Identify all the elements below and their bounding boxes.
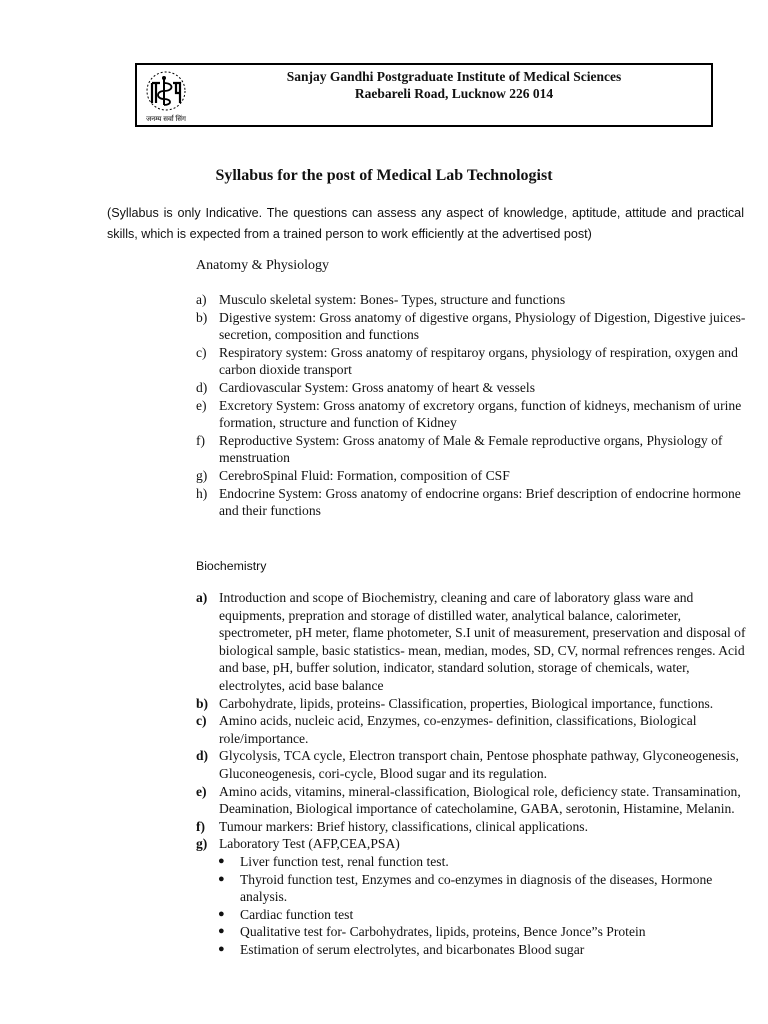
bullet-icon: ● bbox=[218, 854, 225, 867]
institute-logo bbox=[140, 69, 192, 123]
item-text: Introduction and scope of Biochemistry, cleaning and care of laboratory glass ware and equipments, prepration and storage of distilled water, analytical balance, calorimeter, spectrometer, pH meter, flame photometer, S.I unit of measurement, preservation and disposal of biological sample, basic statistics- mean, median, modes, SD, CV, normal refrences renges. Acid and base, pH, buffer solution, indicator, standard solution, storage of chemicals, water, electrolytes, acid base balance bbox=[219, 590, 746, 693]
item-marker: d) bbox=[196, 379, 208, 395]
caduceus-emblem-icon bbox=[140, 69, 192, 115]
list-item bbox=[196, 712, 746, 747]
anatomy-topic-list bbox=[196, 291, 746, 520]
list-item bbox=[196, 309, 746, 344]
lab-test-bullets bbox=[196, 853, 746, 959]
item-text: Cardiovascular System: Gross anatomy of heart & vessels bbox=[219, 379, 535, 395]
item-text: Estimation of serum electrolytes, and bicarbonates Blood sugar bbox=[240, 941, 585, 957]
list-item bbox=[196, 291, 746, 309]
bullet-icon: ● bbox=[218, 942, 225, 955]
item-text: Reproductive System: Gross anatomy of Male & Female reproductive organs, Physiology of menstruation bbox=[219, 432, 723, 466]
bullet-icon: ● bbox=[218, 872, 225, 885]
logo-motto: जनम्य सर्वा सिंग bbox=[146, 115, 186, 123]
item-text: CerebroSpinal Fluid: Formation, composition of CSF bbox=[219, 467, 510, 483]
item-text: Amino acids, nucleic acid, Enzymes, co-enzymes- definition, classifications, Biological role/importance. bbox=[219, 713, 697, 746]
list-item bbox=[196, 589, 746, 695]
item-text: Musculo skeletal system: Bones- Types, structure and functions bbox=[219, 292, 566, 307]
list-item bbox=[196, 747, 746, 782]
item-marker: f) bbox=[196, 432, 206, 448]
item-marker: e) bbox=[196, 783, 207, 799]
list-item bbox=[196, 344, 746, 379]
bullet-icon: ● bbox=[218, 907, 225, 920]
document-title: Syllabus for the post of Medical Lab Technologist bbox=[215, 167, 553, 184]
item-text: Tumour markers: Brief history, classifications, clinical applications. bbox=[219, 818, 588, 834]
list-item bbox=[196, 923, 746, 941]
item-marker: g) bbox=[196, 836, 208, 852]
section-heading-anatomy: Anatomy & Physiology bbox=[196, 258, 330, 273]
item-marker: a) bbox=[196, 292, 207, 307]
list-item bbox=[196, 871, 746, 906]
list-item bbox=[196, 906, 746, 924]
item-text: Endocrine System: Gross anatomy of endocrine organs: Brief description of endocrine hormone and their functions bbox=[219, 485, 741, 519]
list-item bbox=[196, 835, 746, 853]
item-marker: a) bbox=[196, 590, 208, 605]
list-item bbox=[196, 853, 746, 871]
item-text: Thyroid function test, Enzymes and co-enzymes in diagnosis of the diseases, Hormone analysis. bbox=[240, 871, 713, 905]
item-text: Excretory System: Gross anatomy of excretory organs, function of kidneys, mechanism of urine formation, structure and function of Kidney bbox=[219, 397, 742, 431]
list-item bbox=[196, 379, 746, 397]
list-item bbox=[196, 783, 746, 818]
lab-test-sublist bbox=[196, 853, 746, 959]
item-marker: d) bbox=[196, 748, 209, 764]
list-item bbox=[196, 485, 746, 520]
list-item bbox=[196, 695, 746, 713]
list-item bbox=[196, 432, 746, 467]
item-marker: h) bbox=[196, 485, 208, 501]
item-marker: b) bbox=[196, 695, 209, 711]
item-marker: g) bbox=[196, 467, 208, 483]
item-text: Laboratory Test (AFP,CEA,PSA) bbox=[219, 836, 400, 852]
item-text: Respiratory system: Gross anatomy of respitaroy organs, physiology of respiration, oxygen and carbon dioxide transport bbox=[219, 344, 738, 378]
item-text: Cardiac function test bbox=[240, 906, 354, 922]
item-text: Digestive system: Gross anatomy of digestive organs, Physiology of Digestion, Digestive juices- secretion, composition and functions bbox=[219, 309, 746, 343]
item-marker: f) bbox=[196, 818, 206, 834]
list-item bbox=[196, 397, 746, 432]
item-marker: e) bbox=[196, 397, 207, 413]
list-item bbox=[196, 818, 746, 836]
item-marker: b) bbox=[196, 309, 208, 325]
syllabus-note: (Syllabus is only Indicative. The questions can assess any aspect of knowledge, aptitude, attitude and practical skills, which is expected from a trained person to work efficiently at the advertised post) bbox=[107, 206, 744, 241]
biochemistry-topic-list bbox=[196, 589, 746, 958]
item-text: Amino acids, vitamins, mineral-classification, Biological role, deficiency state. Transamination, Deamination, Biological importance of catecholamine, GABA, serotonin, Histamine, Melanin. bbox=[219, 783, 741, 817]
section-heading-biochemistry: Biochemistry bbox=[196, 559, 267, 573]
institute-address: Raebareli Road, Lucknow 226 014 bbox=[354, 86, 554, 101]
institute-name: Sanjay Gandhi Postgraduate Institute of Medical Sciences bbox=[286, 69, 622, 84]
item-text: Liver function test, renal function test. bbox=[240, 853, 449, 869]
institute-header bbox=[135, 63, 713, 127]
item-marker: c) bbox=[196, 713, 207, 729]
item-text: Qualitative test for- Carbohydrates, lipids, proteins, Bence Jonce”s Protein bbox=[240, 924, 646, 940]
item-marker: c) bbox=[196, 344, 207, 360]
item-text: Glycolysis, TCA cycle, Electron transport chain, Pentose phosphate pathway, Glyconeogenesis, Gluconeogenesis, cori-cycle, Blood sugar and its regulation. bbox=[219, 748, 739, 781]
item-text: Carbohydrate, lipids, proteins- Classification, properties, Biological importance, functions. bbox=[219, 695, 714, 711]
bullet-icon: ● bbox=[218, 925, 225, 938]
list-item bbox=[196, 941, 746, 959]
list-item bbox=[196, 467, 746, 485]
